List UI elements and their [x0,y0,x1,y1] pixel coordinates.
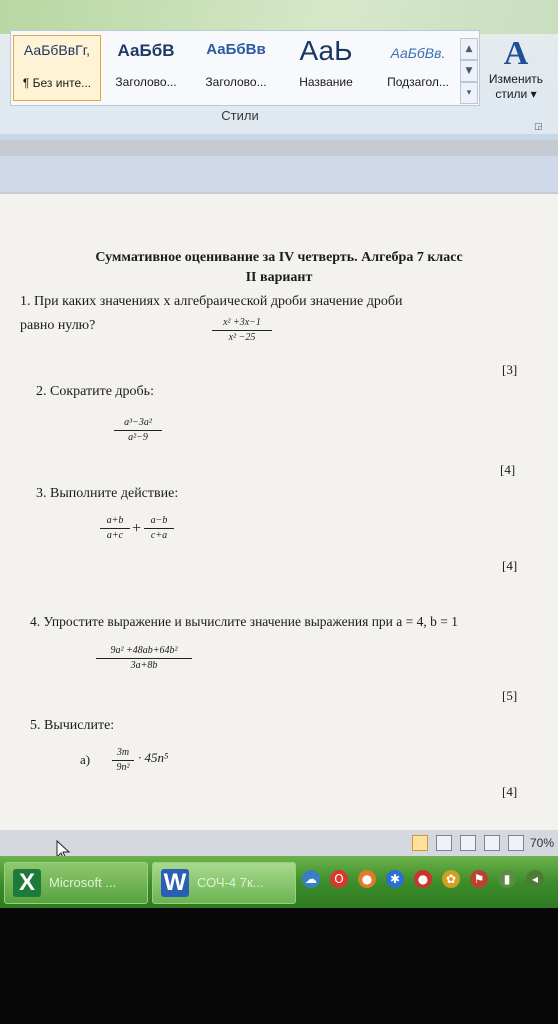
update-icon[interactable]: ● [358,870,376,888]
fraction-numerator: a−b [144,514,174,529]
style-label: ¶ Без инте... [22,76,92,90]
question-5-fraction [112,746,134,775]
question-3-fraction-2 [144,514,174,543]
question-1-fraction [212,316,272,345]
style-sample: АаБбВ [117,41,175,60]
fraction-numerator: 9a² +48ab+64b² [96,644,192,659]
style-sample: АаБбВв [206,41,266,58]
document-page[interactable] [0,194,558,830]
question-2-score: [4] [500,462,516,477]
taskbar-label: СОЧ-4 7к... [197,875,264,890]
gallery-more-button[interactable]: ▾ [460,82,478,104]
question-3-score: [4] [502,558,518,573]
question-4-fraction [96,644,192,673]
antivirus-icon[interactable]: ● [414,870,432,888]
excel-icon: X [13,869,41,897]
system-tray [302,870,550,894]
style-label: Название [299,75,353,89]
fraction-denominator: 3a+8b [130,660,158,671]
status-bar [0,830,558,856]
fraction-denominator: x² −25 [228,332,256,343]
flag-icon[interactable]: ⚑ [470,870,488,888]
question-1-text-line1: 1. При каких значениях х алгебраической дроби значение дроби [20,294,403,309]
plus-sign: + [132,520,142,537]
volume-icon[interactable]: ◂ [526,870,544,888]
styles-gallery-scroll [460,38,478,104]
fraction-numerator: 3m [112,746,134,761]
outline-view-icon[interactable] [484,835,500,851]
change-styles-label-line1: Изменить [488,72,544,86]
question-4-score: [5] [502,688,518,703]
fraction-numerator: a+b [100,514,130,529]
network-icon[interactable]: ☁ [302,870,320,888]
gallery-scroll-up-button[interactable]: ▲ [460,38,478,60]
style-label: Подзагол... [387,75,449,89]
change-styles-label-line2: стили ▾ [495,87,537,101]
fraction-numerator: a³−3a² [114,416,162,431]
question-4-text: 4. Упростите выражение и вычислите значение выражения при a = 4, b = 1 [30,614,458,629]
ribbon-header-band [0,0,558,34]
fraction-numerator: x² +3x−1 [212,316,272,331]
doc-variant: II вариант [245,270,313,285]
ribbon [0,0,558,140]
fraction-denominator: a²−9 [128,432,148,443]
style-sample: АаБбВвГг, [23,42,91,58]
question-2-fraction [114,416,162,445]
change-styles-icon: A [503,35,529,72]
change-styles-label [480,72,552,102]
question-3-fraction-1 [100,514,130,543]
change-styles-button[interactable] [480,36,552,116]
doc-title: Суммативное оценивание за IV четверть. Алгебра 7 класс [95,250,463,265]
question-5-score: [4] [502,784,518,799]
style-label: Заголово... [115,75,177,89]
style-heading-2[interactable] [193,35,279,99]
taskbar-excel-button[interactable] [4,862,148,904]
taskbar [0,856,558,908]
web-layout-icon[interactable] [460,835,476,851]
style-subtitle[interactable] [373,35,463,99]
word-icon: W [161,869,189,897]
zoom-level[interactable]: 70% [530,836,555,850]
style-no-spacing[interactable] [13,35,101,101]
style-label: Заголово... [205,75,267,89]
style-title[interactable] [283,35,369,99]
question-5-text: 5. Вычислите: [30,718,115,733]
taskbar-word-button[interactable] [152,862,296,904]
opera-icon[interactable]: O [330,870,348,888]
styles-group-label: Стили [221,108,259,123]
gallery-scroll-down-button[interactable]: ▼ [460,60,478,82]
question-1-score: [3] [502,362,518,377]
draft-view-icon[interactable] [508,835,524,851]
fraction-denominator: a+c [106,530,124,541]
question-5-item-label: a) [80,752,91,767]
document-top-margin [0,156,558,192]
taskbar-label: Microsoft ... [49,875,117,890]
style-sample: АаЬ [299,35,353,66]
print-layout-icon[interactable] [412,835,428,851]
fraction-denominator: c+a [150,530,168,541]
style-heading-1[interactable] [103,35,189,99]
full-screen-reading-icon[interactable] [436,835,452,851]
fraction-denominator: 9n² [116,762,130,773]
question-5-expression: · 45n⁵ [138,750,169,765]
question-2-text: 2. Сократите дробь: [36,384,154,399]
monitor-bezel [0,908,558,1024]
bluetooth-icon[interactable]: ✱ [386,870,404,888]
question-3-text: 3. Выполните действие: [36,486,179,501]
quick-styles-gallery [10,30,480,106]
view-buttons [412,834,528,852]
style-sample: АаБбВв. [390,45,446,61]
settings-icon[interactable]: ✿ [442,870,460,888]
signal-icon[interactable]: ▮ [498,870,516,888]
question-1-text-line2: равно нулю? [20,318,96,333]
dialog-launcher-icon[interactable]: ◲ [534,122,543,132]
